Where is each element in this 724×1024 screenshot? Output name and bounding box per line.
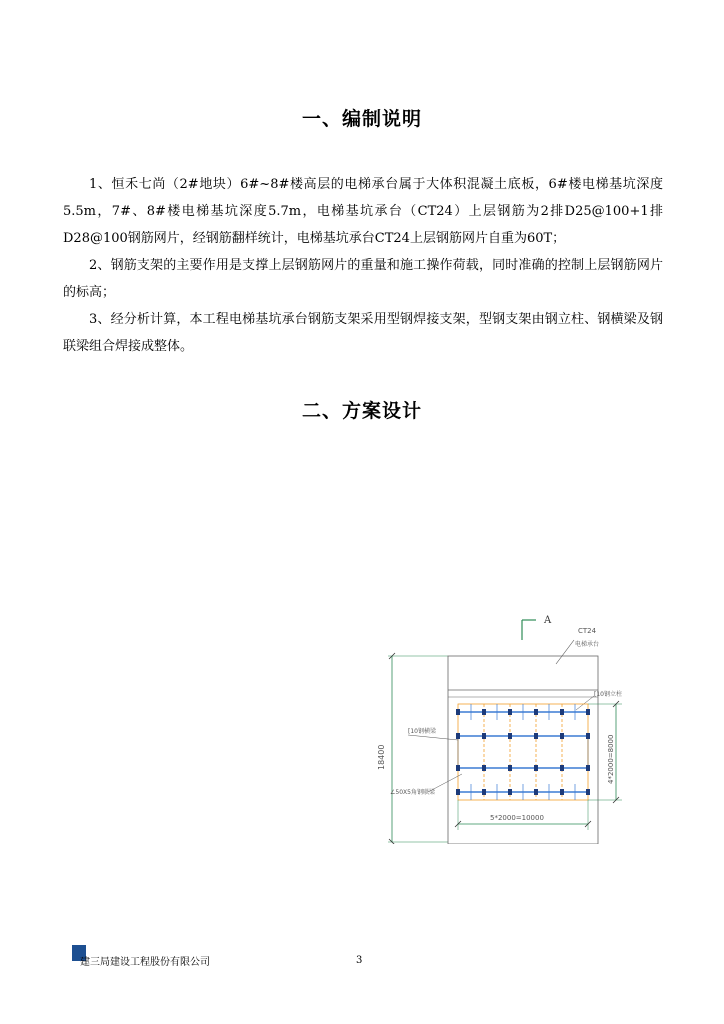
section-mark-a [522,615,552,640]
overall-dimension [377,653,448,844]
beam-label: [10钢横梁 [408,728,436,735]
footer-company-name: 建三局建设工程股份有限公司 [80,957,210,968]
horizontal-dimension [455,800,591,830]
vertical-dimension [588,701,622,803]
paragraph-1: 1、恒禾七尚（2#地块）6#~8#楼高层的电梯承台属于大体积混凝土底板，6#楼电梯基坑深度5.5m，7#、8#楼电梯基坑深度5.7m，电梯基坑承台（CT24）上层钢筋为2排D25@100+1排D28@100钢筋网片，经钢筋翻样统计，电梯基坑承台CT24上层钢筋网片自重为60T； [63,177,663,246]
steel-support-drawing [370,612,630,844]
section-2-title: 二、方案设计 [301,400,422,422]
cap-sublabel: 电梯承台 [575,641,600,648]
cap-label: CT24 [578,627,597,635]
section-1-title: 一、编制说明 [301,108,422,130]
support-grid [456,704,590,800]
horizontal-dim-label: 5*2000=10000 [490,814,544,822]
section-mark-label: A [544,615,552,626]
paragraph-2: 2、钢筋支架的主要作用是支撑上层钢筋网片的重量和施工操作荷载，同时准确的控制上层钢筋网片的标高； [63,258,663,300]
page-number: 3 [356,955,363,966]
brace-label: ∠50X5角钢联梁 [390,789,435,796]
section-1-body [63,171,663,360]
overall-dim-label: 18400 [377,744,386,770]
column-label: [10钢立柱 [594,691,622,698]
paragraph-3: 3、经分析计算，本工程电梯基坑承台钢筋支架采用型钢焊接支架，型钢支架由钢立柱、钢横梁及钢联梁组合焊接成整体。 [63,312,663,354]
vertical-dim-label: 4*2000=8000 [607,734,615,784]
